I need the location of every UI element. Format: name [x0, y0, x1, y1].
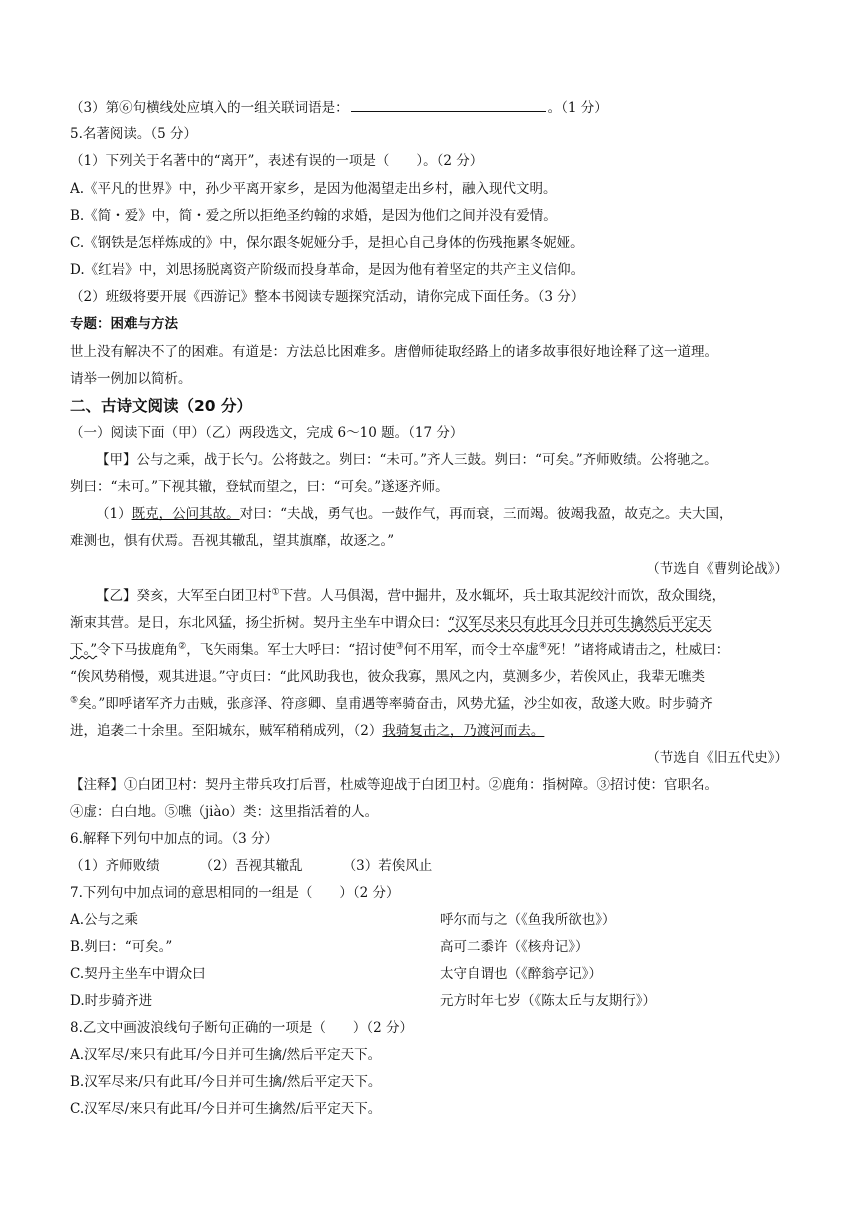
yi-line-1	[96, 586, 826, 606]
yi-line-6	[70, 721, 800, 741]
jia-underlined-sentence: 既克，公问其故。	[131, 506, 240, 522]
q7-row-d	[70, 991, 800, 1011]
section-heading: 二、古诗文阅读（20 分）	[70, 397, 252, 415]
yi-line-1-b: 下营。人马俱渴，营中掘井，及水辄坏，兵士取其泥绞汁而饮，敌众围绕，	[279, 588, 726, 604]
q7-a-right: 呼尔而与之（《鱼我所欲也》）	[440, 912, 616, 928]
section-intro: （一）阅读下面（甲）（乙）两段选文，完成 6～10 题。（17 分）	[70, 425, 464, 441]
q7-title: 7.下列句中加点词的意思相同的一组是（ ）（2 分）	[70, 885, 400, 901]
topic-text-2: 请举一例加以简析。	[70, 371, 192, 387]
jia-line-4: 难测也，惧有伏焉。吾视其辙乱，望其旗靡，故逐之。”	[70, 533, 395, 549]
yi-line-2-a: 渐束其营。是日，东北风猛，扬尘折树。契丹主坐车中谓众曰：	[70, 615, 448, 631]
q7-c-right: 太守自谓也（《醉翁亭记》）	[440, 966, 602, 982]
q8-option-b: B.汉军尽来/只有此耳/今日并可生擒/然后平定天下。	[70, 1074, 382, 1090]
note-mark-5: ⑤	[70, 695, 79, 706]
notes-line-1: 【注释】①白团卫村：契丹主带兵攻打后晋，杜威等迎战于白团卫村。②鹿角：指树障。③招讨使：官职名。	[70, 777, 718, 793]
yi-line-3-c: 何不用军，而令士卒虚	[403, 642, 539, 658]
yi-line-1-a: 【乙】癸亥，大军至白团卫村	[96, 588, 272, 604]
jia-line-3	[96, 504, 826, 524]
q7-d-left: D.时步骑齐进	[70, 993, 153, 1009]
jia-line-1: 【甲】公与之乘，战于长勺。公将鼓之。刿曰：“未可。”齐人三鼓。刿曰：“可矣。”齐师败绩。公将驰之。	[96, 452, 718, 468]
jia-source: （节选自《曹刿论战》）	[646, 561, 788, 577]
wavy-sentence-part-2: 下。”	[70, 642, 98, 658]
q8-option-a: A.汉军尽/来只有此耳/今日并可生擒/然后平定天下。	[70, 1047, 382, 1063]
q7-b-right: 高可二黍许（《核舟记》）	[440, 939, 589, 955]
yi-line-4: “俟风势稍慢，观其进退。”守贞曰：“此风助我也，彼众我寡，黑风之内，莫测多少，若俟风止，我辈无噍类	[70, 669, 705, 685]
q8-title: 8.乙文中画波浪线句子断句正确的一项是（ ）（2 分）	[70, 1020, 414, 1036]
note-mark-4: ④	[538, 641, 547, 652]
q4-3-line	[70, 97, 800, 118]
q5-2-question: （2）班级将要开展《西游记》整本书阅读专题探究活动，请你完成下面任务。（3 分）	[70, 289, 585, 305]
q7-a-left: A.公与之乘	[70, 912, 139, 928]
q6-item-3: （3）若俟风止	[342, 858, 433, 874]
q4-3-text: （3）第⑥句横线处应填入的一组关联词语是：	[70, 100, 349, 116]
jia-line-2: 刿曰：“未可。”下视其辙，登轼而望之，曰：“可矣。”遂逐齐师。	[70, 479, 449, 495]
q6-item-1: （1）齐师败绩	[70, 858, 160, 874]
q7-row-a	[70, 910, 800, 930]
q7-d-right: 元方时年七岁（《陈太丘与友期行》）	[440, 993, 656, 1009]
q5-option-b: B.《简・爱》中，简・爱之所以拒绝圣约翰的求婚，是因为他们之间并没有爱情。	[70, 208, 557, 224]
q5-title: 5.名著阅读。（5 分）	[70, 126, 198, 142]
q7-b-left: B.刿曰：“可矣。”	[70, 939, 173, 955]
q5-1-question: （1）下列关于名著中的“离开”，表述有误的一项是（ ）。（2 分）	[70, 153, 484, 169]
q6-items	[70, 856, 800, 876]
note-mark-1: ①	[271, 587, 280, 598]
q4-3-score: 。（1 分）	[547, 100, 608, 116]
yi-line-3-b: ，飞矢雨集。军士大呼曰：“招讨使	[186, 642, 396, 658]
q5-option-c: C.《钢铁是怎样炼成的》中，保尔跟冬妮娅分手，是担心自己身体的伤残拖累冬妮娅。	[70, 235, 584, 251]
q7-c-left: C.契丹主坐车中谓众曰	[70, 966, 206, 982]
q6-item-2: （2）吾视其辙乱	[199, 858, 303, 874]
wavy-sentence-part-1: “汉军尽来只有此耳今日并可生擒然后平定天	[448, 615, 712, 631]
yi-line-5	[70, 694, 800, 714]
q7-row-b	[70, 937, 800, 957]
q5-option-a: A.《平凡的世界》中，孙少平离开家乡，是因为他渴望走出乡村，融入现代文明。	[70, 181, 557, 197]
yi-line-3	[70, 640, 800, 660]
q5-option-d: D.《红岩》中，刘思扬脱离资产阶级而投身革命，是因为他有着坚定的共产主义信仰。	[70, 262, 585, 278]
notes-line-2: ④虚：白白地。⑤噍（jiào）类：这里指活着的人。	[70, 804, 379, 820]
topic-text-1: 世上没有解决不了的困难。有道是：方法总比困难多。唐僧师徒取经路上的诸多故事很好地诠释了这一道理。	[70, 344, 718, 360]
jia-line-3-text: 对曰：“夫战，勇气也。一鼓作气，再而衰，三而竭。彼竭我盈，故克之。夫大国，	[239, 506, 733, 522]
yi-source: （节选自《旧五代史》）	[646, 750, 788, 766]
note-mark-2: ②	[178, 641, 187, 652]
yi-line-2	[70, 613, 800, 633]
yi-line-3-a: 令下马拔鹿角	[97, 642, 179, 658]
q8-option-c: C.汉军尽/来只有此耳/今日并可生擒然/后平定天下。	[70, 1101, 382, 1117]
jia-q-number: （1）	[96, 506, 132, 522]
answer-blank[interactable]	[351, 97, 546, 112]
topic-title: 专题：困难与方法	[70, 316, 178, 332]
q6-title: 6.解释下列句中加点的词。（3 分）	[70, 831, 279, 847]
yi-line-5-a: 矣。”即呼诸军齐力击贼，张彦泽、符彦卿、皇甫遇等率骑奋击，风势尤猛，沙尘如夜，敌遂大败。时步骑齐	[78, 696, 713, 712]
note-mark-3: ③	[395, 641, 404, 652]
yi-line-3-d: 死！”诸将咸请击之，杜威曰：	[546, 642, 730, 658]
q7-row-c	[70, 964, 800, 984]
yi-underlined-sentence: 我骑复击之，乃渡河而去。	[382, 723, 545, 739]
yi-line-6-a: 进，追袭二十余里。至阳城东，贼军稍稍成列，（2）	[70, 723, 383, 739]
